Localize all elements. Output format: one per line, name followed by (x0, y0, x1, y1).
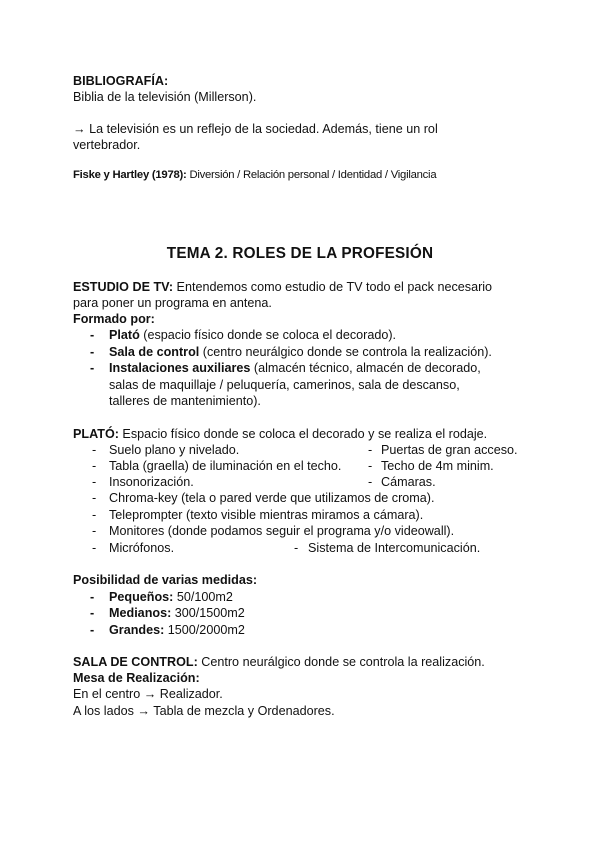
page-title: TEMA 2. ROLES DE LA PROFESIÓN (166, 245, 434, 262)
sala-label: SALA DE CONTROL: (73, 655, 198, 669)
medida-value: 50/100m2 (173, 590, 233, 604)
medida-label: Medianos: (109, 606, 172, 620)
fiske-line (73, 167, 436, 183)
plato-left-item: Monitores (donde podamos seguir el programa y/o videowall). (109, 524, 455, 538)
biblio-note-line1: → La televisión es un reflejo de la sociedad. Además, tiene un rol (73, 122, 438, 136)
plato-left-item: Suelo plano y nivelado. (109, 443, 240, 457)
bullet-dash: - (90, 590, 95, 604)
mesa-centro: En el centro → Realizador. (73, 687, 223, 701)
item-bold: Plató (109, 328, 140, 342)
biblio-note-line2: vertebrador. (73, 138, 141, 152)
estudio-cont-line2: talleres de mantenimiento). (109, 394, 261, 408)
plato-text: Espacio físico donde se coloca el decorado y se realiza el rodaje. (118, 427, 488, 441)
bullet-dash: - (92, 443, 97, 457)
plato-left-item: Tabla (graella) de iluminación en el techo. (109, 459, 342, 473)
plato-right-item: Puertas de gran acceso. (381, 443, 518, 457)
medida-value: 300/1500m2 (171, 606, 245, 620)
biblio-heading: BIBLIOGRAFÍA: (73, 74, 169, 88)
formado-heading: Formado por: (73, 312, 155, 326)
medida-item (109, 605, 245, 621)
bullet-dash: - (368, 459, 373, 473)
plato-left-item: Teleprompter (texto visible mientras miramos a cámara). (109, 508, 424, 522)
bullet-dash: - (92, 459, 97, 473)
fiske-label: Fiske y Hartley (1978): (73, 169, 187, 181)
bullet-dash: - (90, 623, 95, 637)
bullet-dash: - (368, 475, 373, 489)
bullet-dash: - (90, 361, 95, 375)
bullet-dash: - (92, 491, 97, 505)
bullet-dash: - (92, 475, 97, 489)
plato-left-item: Chroma-key (tela o pared verde que utilizamos de croma). (109, 491, 435, 505)
estudio-label: ESTUDIO DE TV: (73, 280, 174, 294)
plato-left-item: Insonorización. (109, 475, 194, 489)
sala-line (73, 654, 485, 670)
sala-text: Centro neurálgico donde se controla la realización. (197, 655, 485, 669)
estudio-line2: para poner un programa en antena. (73, 296, 272, 310)
mesa-lados: A los lados → Tabla de mezcla y Ordenadores. (73, 704, 335, 718)
medida-value: 1500/2000m2 (164, 623, 245, 637)
medida-label: Pequeños: (109, 590, 174, 604)
item-text: (almacén técnico, almacén de decorado, (250, 361, 481, 375)
medida-item (109, 622, 245, 638)
mesa-heading: Mesa de Realización: (73, 671, 200, 685)
bullet-dash: - (92, 524, 97, 538)
estudio-text: Entendemos como estudio de TV todo el pack necesario (173, 280, 493, 294)
bullet-dash: - (90, 328, 95, 342)
estudio-line1 (73, 279, 492, 295)
estudio-cont-line1: salas de maquillaje / peluquería, camerinos, sala de descanso, (109, 378, 460, 392)
biblio-book: Biblia de la televisión (Millerson). (73, 90, 257, 104)
item-bold: Instalaciones auxiliares (109, 361, 251, 375)
item-bold: Sala de control (109, 345, 200, 359)
plato-right-item: Cámaras. (381, 475, 436, 489)
bullet-dash: - (368, 443, 373, 457)
plato-line (73, 426, 487, 442)
medida-item (109, 589, 233, 605)
plato-label: PLATÓ: (73, 427, 119, 441)
estudio-item-plato (109, 327, 396, 343)
plato-left-item: Micrófonos. (109, 541, 175, 555)
medida-label: Grandes: (109, 623, 165, 637)
bullet-dash: - (92, 541, 97, 555)
plato-right-item: Sistema de Intercomunicación. (308, 541, 481, 555)
estudio-item-instalaciones (109, 360, 481, 376)
bullet-dash: - (90, 606, 95, 620)
bullet-dash: - (294, 541, 299, 555)
plato-right-item: Techo de 4m minim. (381, 459, 494, 473)
bullet-dash: - (90, 345, 95, 359)
medidas-heading: Posibilidad de varias medidas: (73, 573, 258, 587)
estudio-item-sala (109, 344, 492, 360)
item-text: (centro neurálgico donde se controla la realización). (199, 345, 492, 359)
bullet-dash: - (92, 508, 97, 522)
item-text: (espacio físico donde se coloca el decorado). (139, 328, 397, 342)
fiske-text: Diversión / Relación personal / Identidad / Vigilancia (186, 169, 437, 181)
